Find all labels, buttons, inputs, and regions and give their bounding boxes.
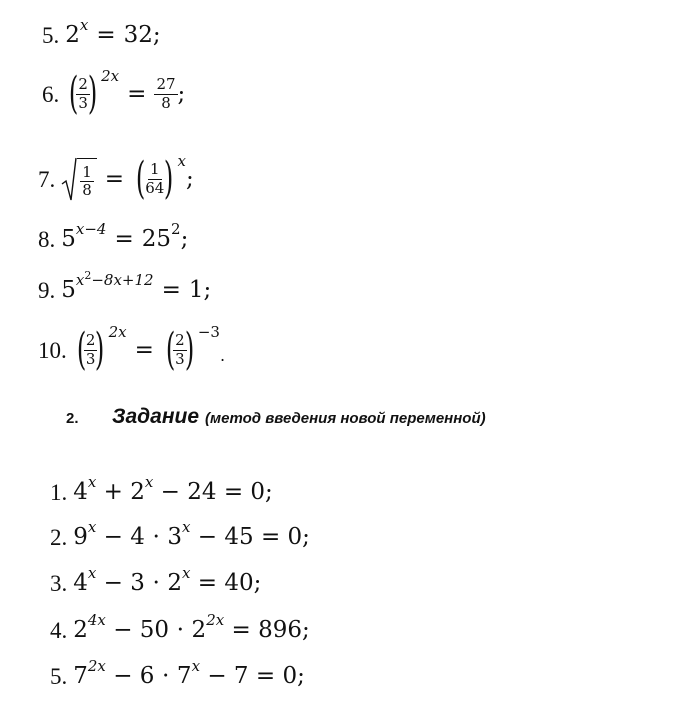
rhs-exponent: 2 bbox=[171, 220, 181, 238]
left-paren: ( bbox=[69, 68, 79, 119]
equation-number: 8. bbox=[38, 227, 56, 252]
term-exponent: 2x bbox=[206, 611, 225, 629]
left-paren: ( bbox=[165, 324, 176, 375]
left-paren: ( bbox=[135, 153, 146, 204]
equals-sign: = bbox=[127, 80, 147, 107]
term-middle: − 6 ⋅ 7 bbox=[105, 663, 192, 689]
fraction-numerator: 2 bbox=[175, 331, 185, 350]
section-title: Задание bbox=[112, 405, 200, 428]
right-side: 1; bbox=[188, 277, 212, 303]
term-end: − 7 = 0; bbox=[200, 663, 305, 689]
exponent-variable: x bbox=[75, 271, 85, 289]
fraction-denominator: 64 bbox=[145, 178, 165, 197]
fraction-numerator: 1 bbox=[82, 162, 92, 181]
radicand bbox=[77, 158, 97, 202]
fraction-numerator: 2 bbox=[78, 75, 88, 94]
equation-number: 3. bbox=[50, 571, 68, 596]
equals-sign: = bbox=[114, 226, 134, 252]
equation-7 bbox=[38, 151, 194, 204]
equation-number: 7. bbox=[38, 166, 56, 192]
rhs-exponent: −3 bbox=[197, 322, 220, 341]
equation-2-2 bbox=[50, 518, 310, 550]
fraction-denominator: 8 bbox=[82, 181, 92, 199]
fraction bbox=[80, 164, 94, 200]
equation-number: 2. bbox=[50, 525, 68, 550]
right-paren: ) bbox=[164, 153, 174, 204]
exponent-power: 2 bbox=[84, 269, 92, 282]
equals-sign: = bbox=[161, 277, 181, 303]
fraction-denominator: 3 bbox=[85, 349, 96, 368]
term-base: 4 bbox=[73, 479, 88, 505]
term-end: = 40; bbox=[190, 570, 262, 596]
fraction-numerator: 2 bbox=[85, 331, 96, 350]
exponent: 2x bbox=[101, 66, 120, 85]
term-exponent: x bbox=[182, 518, 191, 536]
equation-number: 10. bbox=[38, 337, 67, 363]
exponent: x−4 bbox=[75, 220, 107, 238]
equals-sign: = bbox=[104, 165, 125, 192]
terminator: ; bbox=[180, 226, 189, 252]
term-exponent: x bbox=[87, 564, 97, 582]
fraction-denominator: 8 bbox=[161, 93, 171, 112]
right-paren: ) bbox=[184, 324, 194, 375]
fraction-denominator: 3 bbox=[175, 349, 185, 368]
fraction-denominator: 3 bbox=[78, 93, 88, 112]
equation-2-3 bbox=[50, 564, 262, 596]
equation-2-1 bbox=[50, 473, 273, 505]
term-base: 7 bbox=[73, 663, 88, 689]
right-paren: ) bbox=[95, 324, 105, 375]
exponent: x bbox=[177, 151, 186, 170]
term-middle: − 50 ⋅ 2 bbox=[105, 617, 207, 643]
equation-6 bbox=[42, 66, 186, 119]
equation-number: 4. bbox=[50, 618, 68, 643]
section-subtitle: (метод введения новой переменной) bbox=[205, 410, 486, 427]
term-base: 4 bbox=[73, 570, 88, 596]
terminator: . bbox=[219, 346, 226, 365]
equation-2-5 bbox=[50, 657, 305, 689]
fraction-numerator: 27 bbox=[156, 75, 176, 94]
left-paren: ( bbox=[76, 324, 87, 375]
right-paren: ) bbox=[87, 68, 98, 119]
exponent: 2x bbox=[108, 322, 127, 341]
term-exponent: x bbox=[87, 518, 97, 536]
term-base: 9 bbox=[73, 524, 88, 550]
term-exponent: x bbox=[87, 473, 97, 491]
term-exponent: 4x bbox=[87, 611, 106, 629]
term-base: 2 bbox=[73, 617, 88, 643]
equation-number: 1. bbox=[50, 480, 68, 505]
exponent-rest: −8x+12 bbox=[91, 271, 154, 289]
equation-9 bbox=[38, 269, 212, 303]
right-side: 32; bbox=[123, 22, 161, 48]
radical-sign-icon bbox=[61, 156, 77, 202]
term-exponent: x bbox=[144, 473, 154, 491]
equation-2-4 bbox=[50, 611, 310, 643]
section-heading bbox=[66, 405, 486, 429]
base: 2 bbox=[65, 22, 80, 48]
rhs-base: 25 bbox=[141, 226, 172, 252]
square-root bbox=[61, 156, 97, 202]
section-number: 2. bbox=[66, 410, 79, 427]
terminator: ; bbox=[185, 165, 194, 192]
term-middle: + 2 bbox=[96, 479, 145, 505]
fraction-numerator: 1 bbox=[150, 160, 160, 179]
term-end: = 896; bbox=[224, 617, 310, 643]
term-middle: − 3 ⋅ 2 bbox=[96, 570, 183, 596]
equation-number: 5. bbox=[50, 664, 68, 689]
term-exponent: x bbox=[182, 564, 191, 582]
exponent: x bbox=[79, 16, 89, 34]
term-exponent: 2x bbox=[87, 657, 106, 675]
terminator: ; bbox=[177, 80, 186, 107]
equation-number: 9. bbox=[38, 278, 56, 303]
equals-sign: = bbox=[134, 336, 154, 363]
equals-sign: = bbox=[96, 22, 116, 48]
term-end: − 45 = 0; bbox=[190, 524, 310, 550]
equation-number: 5. bbox=[42, 23, 60, 48]
equation-5 bbox=[42, 16, 161, 48]
base: 5 bbox=[61, 277, 76, 303]
equation-8 bbox=[38, 220, 189, 252]
term-exponent: x bbox=[191, 657, 201, 675]
base: 5 bbox=[61, 226, 76, 252]
term-middle: − 4 ⋅ 3 bbox=[96, 524, 183, 550]
equation-number: 6. bbox=[42, 81, 60, 107]
term-end: − 24 = 0; bbox=[153, 479, 273, 505]
exponent bbox=[75, 269, 154, 289]
rhs-fraction bbox=[154, 76, 177, 112]
equation-10 bbox=[38, 322, 226, 375]
